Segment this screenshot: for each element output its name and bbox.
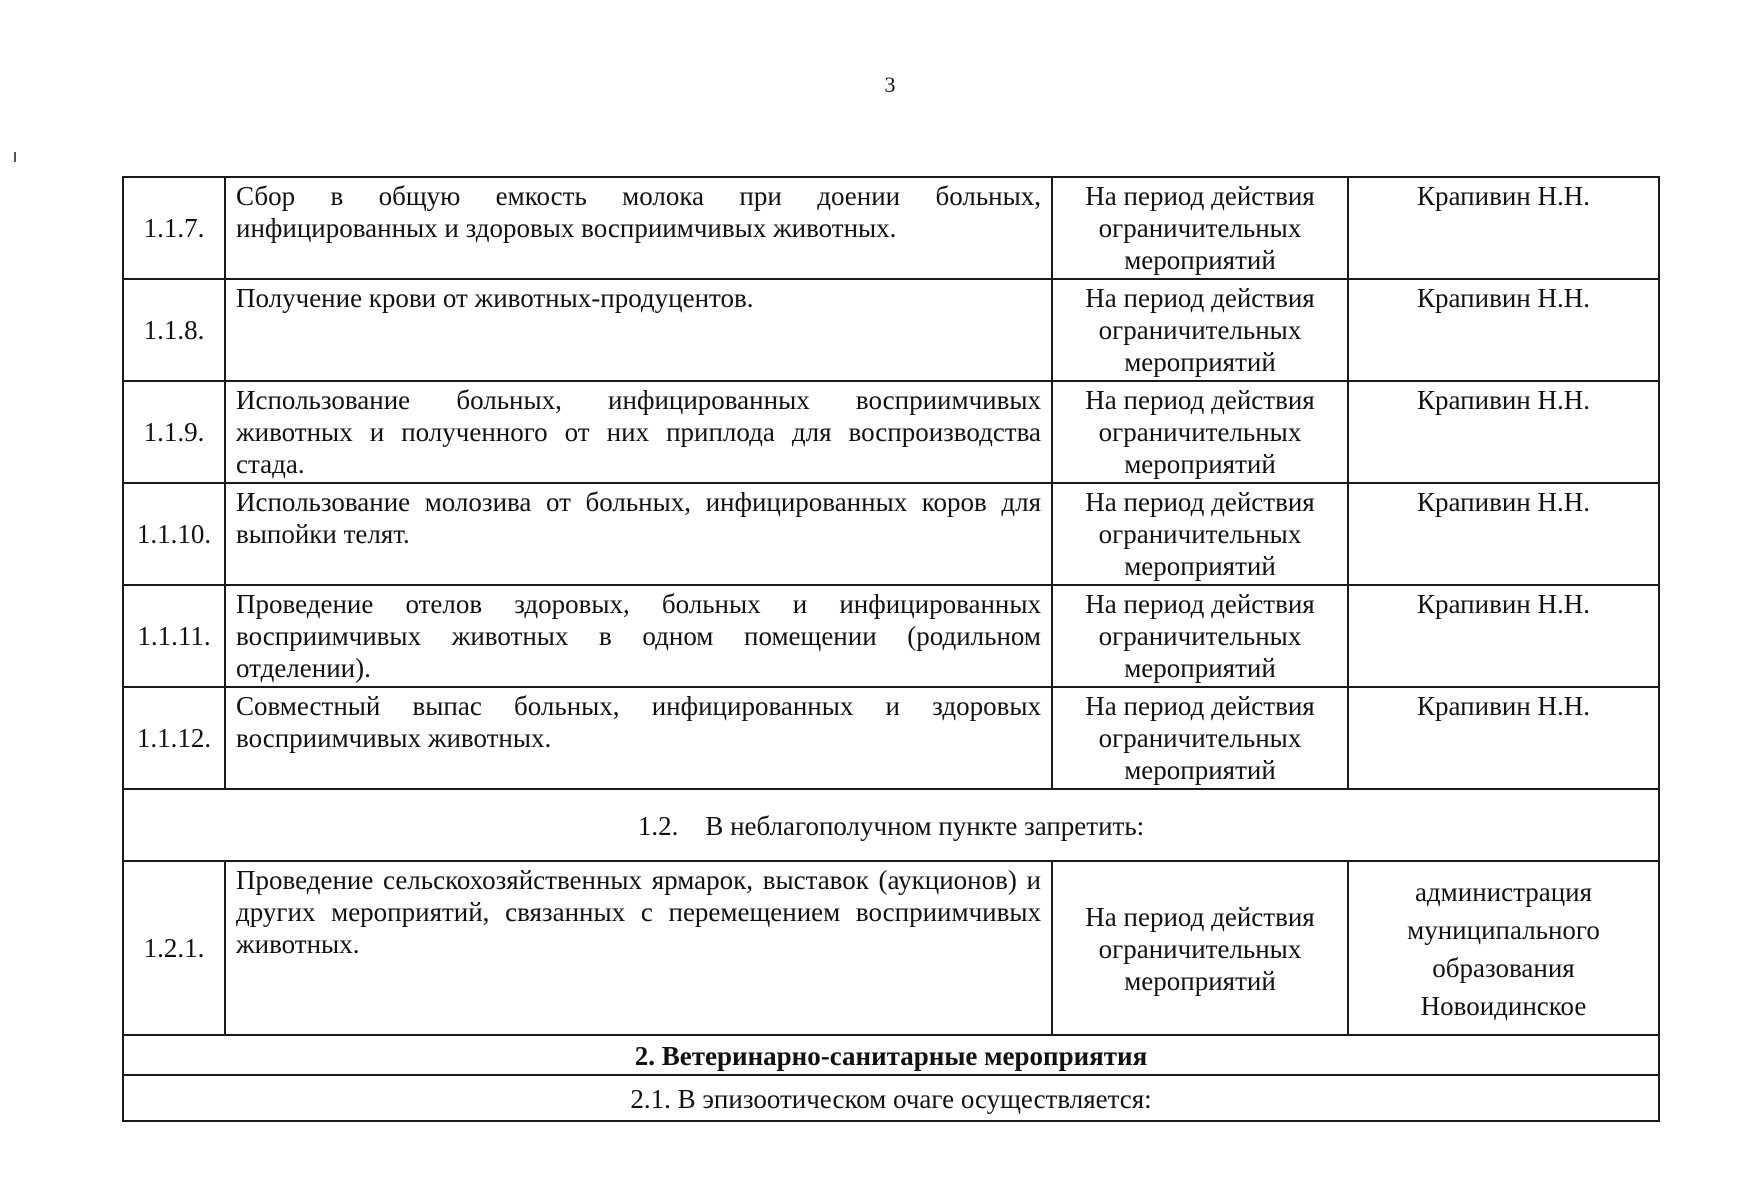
item-responsible: администрация муниципального образования Новоидинское bbox=[1348, 861, 1659, 1035]
item-description: Использование больных, инфицированных восприимчивых животных и полученного от них приплода для воспроизводства стада. bbox=[225, 381, 1052, 483]
item-period: На период действия ограничительных мероприятий bbox=[1052, 687, 1348, 789]
section-heading-2: 2. Ветеринарно-санитарные мероприятия bbox=[123, 1035, 1659, 1075]
item-period: На период действия ограничительных мероприятий bbox=[1052, 279, 1348, 381]
measures-table bbox=[122, 176, 1660, 1122]
scan-artifact-mark bbox=[14, 152, 16, 162]
item-period: На период действия ограничительных мероприятий bbox=[1052, 483, 1348, 585]
item-description: Проведение сельскохозяйственных ярмарок, выставок (аукционов) и других мероприятий, связанных с перемещением восприимчивых животных. bbox=[225, 861, 1052, 1035]
item-description: Использование молозива от больных, инфицированных коров для выпойки телят. bbox=[225, 483, 1052, 585]
item-description: Получение крови от животных-продуцентов. bbox=[225, 279, 1052, 381]
table-row bbox=[123, 279, 1659, 381]
item-number: 1.1.9. bbox=[123, 381, 225, 483]
item-description: Сбор в общую емкость молока при доении больных, инфицированных и здоровых восприимчивых животных. bbox=[225, 177, 1052, 279]
item-period: На период действия ограничительных мероприятий bbox=[1052, 585, 1348, 687]
table-row bbox=[123, 861, 1659, 1035]
item-responsible: Крапивин Н.Н. bbox=[1348, 687, 1659, 789]
section-heading-row bbox=[123, 1035, 1659, 1075]
item-responsible: Крапивин Н.Н. bbox=[1348, 177, 1659, 279]
item-number: 1.1.8. bbox=[123, 279, 225, 381]
section-heading-row bbox=[123, 789, 1659, 861]
table-row bbox=[123, 687, 1659, 789]
item-number: 1.2.1. bbox=[123, 861, 225, 1035]
item-responsible: Крапивин Н.Н. bbox=[1348, 381, 1659, 483]
item-responsible: Крапивин Н.Н. bbox=[1348, 279, 1659, 381]
item-number: 1.1.10. bbox=[123, 483, 225, 585]
item-description: Проведение отелов здоровых, больных и инфицированных восприимчивых животных в одном помещении (родильном отделении). bbox=[225, 585, 1052, 687]
item-number: 1.1.11. bbox=[123, 585, 225, 687]
item-period: На период действия ограничительных мероприятий bbox=[1052, 381, 1348, 483]
item-responsible: Крапивин Н.Н. bbox=[1348, 483, 1659, 585]
item-number: 1.1.12. bbox=[123, 687, 225, 789]
item-period: На период действия ограничительных мероприятий bbox=[1052, 177, 1348, 279]
table-row bbox=[123, 483, 1659, 585]
table-row bbox=[123, 381, 1659, 483]
table-row bbox=[123, 177, 1659, 279]
item-number: 1.1.7. bbox=[123, 177, 225, 279]
table-row bbox=[123, 585, 1659, 687]
item-description: Совместный выпас больных, инфицированных и здоровых восприимчивых животных. bbox=[225, 687, 1052, 789]
page-number: 3 bbox=[884, 72, 896, 97]
subsection-heading-2-1: 2.1. В эпизоотическом очаге осуществляется: bbox=[123, 1075, 1659, 1121]
item-responsible: Крапивин Н.Н. bbox=[1348, 585, 1659, 687]
section-heading-1-2: 1.2. В неблагополучном пункте запретить: bbox=[123, 789, 1659, 861]
subsection-heading-row bbox=[123, 1075, 1659, 1121]
item-period: На период действия ограничительных мероприятий bbox=[1052, 861, 1348, 1035]
